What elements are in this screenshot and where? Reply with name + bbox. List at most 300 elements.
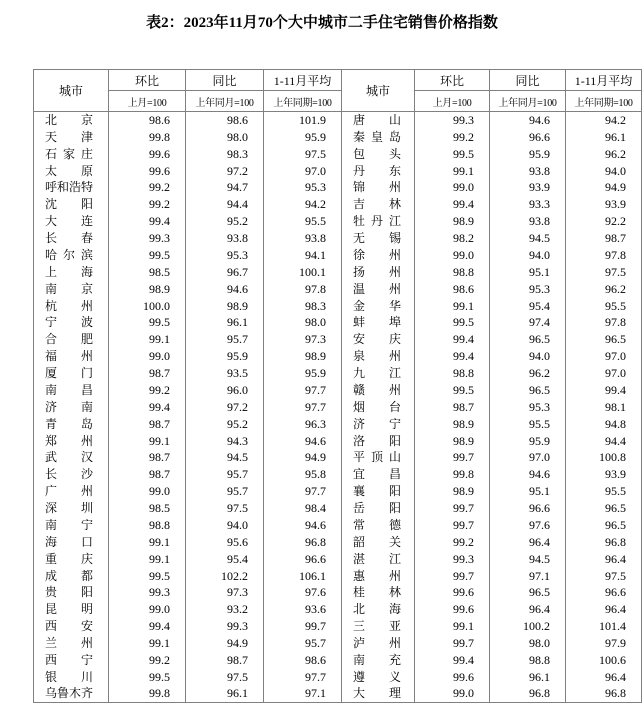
header-row-base	[34, 91, 642, 112]
left-city-cell	[34, 567, 109, 584]
right-yoy-value: 96.4	[490, 533, 566, 550]
left-city-cell	[34, 398, 109, 415]
right-avg-value: 100.8	[566, 449, 642, 466]
left-yoy-value: 94.7	[186, 179, 264, 196]
left-city-cell	[34, 483, 109, 500]
city-name: 海口	[45, 534, 93, 549]
left-avg-value: 97.6	[264, 584, 342, 601]
city-name: 成都	[45, 568, 93, 583]
table-row	[34, 550, 642, 567]
city-name: 杭州	[45, 298, 93, 313]
left-avg-value: 97.8	[264, 280, 342, 297]
right-mom-value: 99.0	[415, 247, 490, 264]
left-avg-value: 97.1	[264, 685, 342, 702]
right-avg-value: 98.7	[566, 230, 642, 247]
left-mom-value: 99.6	[109, 145, 186, 162]
left-avg-value: 98.6	[264, 652, 342, 669]
city-name: 九江	[353, 366, 401, 381]
right-mom-value: 99.6	[415, 668, 490, 685]
table-body	[34, 112, 642, 703]
left-city-cell	[34, 128, 109, 145]
left-avg-value: 95.8	[264, 466, 342, 483]
right-city-cell	[342, 635, 415, 652]
city-name: 南充	[353, 652, 401, 667]
right-mom-value: 99.0	[415, 179, 490, 196]
right-yoy-value: 98.0	[490, 635, 566, 652]
right-mom-value: 99.2	[415, 128, 490, 145]
right-yoy-value: 93.8	[490, 162, 566, 179]
city-name: 泸州	[353, 636, 401, 651]
left-avg-value: 97.3	[264, 331, 342, 348]
right-mom-value: 98.2	[415, 230, 490, 247]
right-mom-value: 98.6	[415, 280, 490, 297]
right-mom-value: 99.8	[415, 466, 490, 483]
right-yoy-value: 96.1	[490, 668, 566, 685]
left-mom-value: 99.2	[109, 652, 186, 669]
left-mom-value: 99.4	[109, 398, 186, 415]
city-name: 石家庄	[45, 146, 93, 161]
left-mom-value: 98.6	[109, 112, 186, 129]
right-city-cell	[342, 415, 415, 432]
left-avg-value: 106.1	[264, 567, 342, 584]
right-mom-value: 99.5	[415, 145, 490, 162]
city-name: 平顶山	[353, 450, 401, 465]
right-yoy-value: 94.0	[490, 247, 566, 264]
left-mom-value: 98.7	[109, 415, 186, 432]
city-name: 宜昌	[353, 467, 401, 482]
right-city-cell	[342, 550, 415, 567]
table-row	[34, 348, 642, 365]
city-name: 烟台	[353, 399, 401, 414]
left-mom-value: 99.6	[109, 162, 186, 179]
header-mom-right: 环比	[415, 70, 490, 91]
table-row	[34, 314, 642, 331]
left-city-cell	[34, 685, 109, 702]
left-city-cell	[34, 517, 109, 534]
left-yoy-value: 94.5	[186, 449, 264, 466]
right-mom-value: 99.5	[415, 314, 490, 331]
header-mom-left: 环比	[109, 70, 186, 91]
right-city-cell	[342, 533, 415, 550]
left-avg-value: 96.3	[264, 415, 342, 432]
city-name: 桂林	[353, 585, 401, 600]
table-row	[34, 635, 642, 652]
right-mom-value: 99.7	[415, 500, 490, 517]
right-city-cell	[342, 618, 415, 635]
left-yoy-value: 94.3	[186, 432, 264, 449]
header-city-left: 城市	[34, 70, 109, 112]
left-mom-value: 99.3	[109, 230, 186, 247]
right-mom-value: 99.6	[415, 584, 490, 601]
left-mom-value: 99.1	[109, 550, 186, 567]
left-avg-value: 97.0	[264, 162, 342, 179]
city-name: 银川	[45, 669, 93, 684]
city-name: 长沙	[45, 467, 93, 482]
city-name: 温州	[353, 281, 401, 296]
city-name: 上海	[45, 264, 93, 279]
right-avg-value: 96.8	[566, 685, 642, 702]
right-avg-value: 96.5	[566, 500, 642, 517]
left-avg-value: 94.2	[264, 196, 342, 213]
city-name: 呼和浩特	[45, 180, 94, 195]
right-mom-value: 99.7	[415, 449, 490, 466]
city-name: 天津	[45, 129, 93, 144]
city-name: 吉林	[353, 197, 401, 212]
right-yoy-value: 97.4	[490, 314, 566, 331]
left-mom-value: 98.5	[109, 500, 186, 517]
right-avg-value: 97.8	[566, 247, 642, 264]
left-avg-value: 98.9	[264, 348, 342, 365]
right-avg-value: 93.9	[566, 196, 642, 213]
right-yoy-value: 95.9	[490, 145, 566, 162]
right-city-cell	[342, 179, 415, 196]
left-avg-value: 94.6	[264, 517, 342, 534]
left-mom-value: 98.5	[109, 263, 186, 280]
table-row	[34, 584, 642, 601]
right-avg-value: 97.0	[566, 365, 642, 382]
right-city-cell	[342, 685, 415, 702]
city-name: 扬州	[353, 264, 401, 279]
table-row	[34, 618, 642, 635]
table-row	[34, 533, 642, 550]
right-city-cell	[342, 483, 415, 500]
left-avg-value: 98.0	[264, 314, 342, 331]
header-avg-base-right: 上年同期=100	[566, 91, 642, 112]
table-row	[34, 247, 642, 264]
city-name: 厦门	[45, 366, 93, 381]
left-yoy-value: 96.1	[186, 685, 264, 702]
right-mom-value: 99.7	[415, 517, 490, 534]
right-yoy-value: 94.6	[490, 112, 566, 129]
right-mom-value: 99.4	[415, 196, 490, 213]
left-mom-value: 99.2	[109, 382, 186, 399]
left-yoy-value: 98.0	[186, 128, 264, 145]
right-city-cell	[342, 449, 415, 466]
right-yoy-value: 95.4	[490, 297, 566, 314]
left-yoy-value: 98.7	[186, 652, 264, 669]
left-mom-value: 99.5	[109, 668, 186, 685]
right-yoy-value: 95.5	[490, 415, 566, 432]
left-city-cell	[34, 652, 109, 669]
left-yoy-value: 94.4	[186, 196, 264, 213]
city-name: 洛阳	[353, 433, 401, 448]
right-avg-value: 96.4	[566, 601, 642, 618]
left-yoy-value: 97.5	[186, 500, 264, 517]
right-mom-value: 99.7	[415, 635, 490, 652]
right-yoy-value: 94.5	[490, 230, 566, 247]
left-avg-value: 98.3	[264, 297, 342, 314]
right-mom-value: 99.6	[415, 601, 490, 618]
left-city-cell	[34, 584, 109, 601]
city-name: 北京	[45, 113, 93, 128]
right-city-cell	[342, 331, 415, 348]
left-yoy-value: 97.3	[186, 584, 264, 601]
city-name: 常德	[353, 517, 401, 532]
right-yoy-value: 96.6	[490, 500, 566, 517]
left-city-cell	[34, 635, 109, 652]
table-row	[34, 179, 642, 196]
left-yoy-value: 96.1	[186, 314, 264, 331]
left-city-cell	[34, 230, 109, 247]
header-mom-base-right: 上月=100	[415, 91, 490, 112]
city-name: 深圳	[45, 501, 93, 516]
right-avg-value: 92.2	[566, 213, 642, 230]
right-city-cell	[342, 500, 415, 517]
left-city-cell	[34, 618, 109, 635]
table-row	[34, 466, 642, 483]
left-yoy-value: 95.3	[186, 247, 264, 264]
left-mom-value: 99.0	[109, 348, 186, 365]
left-city-cell	[34, 297, 109, 314]
right-mom-value: 99.1	[415, 618, 490, 635]
city-name: 秦皇岛	[353, 129, 401, 144]
right-city-cell	[342, 365, 415, 382]
city-name: 襄阳	[353, 484, 401, 499]
table-row	[34, 145, 642, 162]
table-row	[34, 263, 642, 280]
left-city-cell	[34, 466, 109, 483]
right-yoy-value: 94.6	[490, 466, 566, 483]
right-avg-value: 96.6	[566, 584, 642, 601]
right-avg-value: 94.2	[566, 112, 642, 129]
right-avg-value: 96.4	[566, 668, 642, 685]
right-avg-value: 94.8	[566, 415, 642, 432]
city-name: 惠州	[353, 568, 401, 583]
left-city-cell	[34, 432, 109, 449]
city-name: 广州	[45, 484, 93, 499]
table-row	[34, 432, 642, 449]
right-avg-value: 95.5	[566, 483, 642, 500]
left-avg-value: 94.9	[264, 449, 342, 466]
right-city-cell	[342, 584, 415, 601]
city-name: 宁波	[45, 315, 93, 330]
city-name: 太原	[45, 163, 93, 178]
left-avg-value: 98.4	[264, 500, 342, 517]
left-city-cell	[34, 382, 109, 399]
left-yoy-value: 98.6	[186, 112, 264, 129]
right-city-cell	[342, 128, 415, 145]
header-yoy-base-right: 上年同月=100	[490, 91, 566, 112]
left-yoy-value: 95.7	[186, 331, 264, 348]
left-yoy-value: 98.3	[186, 145, 264, 162]
left-city-cell	[34, 365, 109, 382]
right-mom-value: 98.8	[415, 263, 490, 280]
left-yoy-value: 95.7	[186, 466, 264, 483]
city-name: 遵义	[353, 669, 401, 684]
right-city-cell	[342, 348, 415, 365]
table-row	[34, 398, 642, 415]
city-name: 赣州	[353, 382, 401, 397]
left-mom-value: 99.8	[109, 685, 186, 702]
right-avg-value: 94.9	[566, 179, 642, 196]
header-yoy-left: 同比	[186, 70, 264, 91]
left-mom-value: 99.2	[109, 179, 186, 196]
left-mom-value: 99.5	[109, 314, 186, 331]
header-yoy-right: 同比	[490, 70, 566, 91]
right-city-cell	[342, 112, 415, 129]
right-mom-value: 99.3	[415, 112, 490, 129]
right-city-cell	[342, 145, 415, 162]
right-avg-value: 101.4	[566, 618, 642, 635]
city-name: 乌鲁木齐	[45, 686, 94, 701]
left-avg-value: 95.9	[264, 365, 342, 382]
city-name: 重庆	[45, 551, 93, 566]
left-yoy-value: 93.5	[186, 365, 264, 382]
city-name: 安庆	[353, 332, 401, 347]
right-city-cell	[342, 567, 415, 584]
left-yoy-value: 99.3	[186, 618, 264, 635]
right-avg-value: 96.8	[566, 533, 642, 550]
city-name: 蚌埠	[353, 315, 401, 330]
table-row	[34, 500, 642, 517]
left-mom-value: 98.7	[109, 365, 186, 382]
right-yoy-value: 96.5	[490, 584, 566, 601]
city-name: 青岛	[45, 416, 93, 431]
left-mom-value: 98.8	[109, 517, 186, 534]
city-name: 徐州	[353, 247, 401, 262]
left-avg-value: 96.8	[264, 533, 342, 550]
left-city-cell	[34, 162, 109, 179]
city-name: 沈阳	[45, 197, 93, 212]
right-mom-value: 99.4	[415, 652, 490, 669]
left-city-cell	[34, 550, 109, 567]
city-name: 哈尔滨	[45, 247, 93, 262]
left-city-cell	[34, 112, 109, 129]
left-city-cell	[34, 533, 109, 550]
left-mom-value: 99.5	[109, 247, 186, 264]
left-avg-value: 93.8	[264, 230, 342, 247]
table-row	[34, 297, 642, 314]
left-avg-value: 96.6	[264, 550, 342, 567]
table-row	[34, 517, 642, 534]
left-city-cell	[34, 314, 109, 331]
city-name: 贵阳	[45, 585, 93, 600]
left-city-cell	[34, 263, 109, 280]
right-city-cell	[342, 432, 415, 449]
right-avg-value: 100.6	[566, 652, 642, 669]
left-city-cell	[34, 179, 109, 196]
right-city-cell	[342, 517, 415, 534]
left-mom-value: 100.0	[109, 297, 186, 314]
table-header	[34, 70, 642, 112]
left-avg-value: 94.1	[264, 247, 342, 264]
left-mom-value: 99.2	[109, 196, 186, 213]
city-name: 昆明	[45, 602, 93, 617]
left-yoy-value: 98.9	[186, 297, 264, 314]
left-avg-value: 93.6	[264, 601, 342, 618]
city-name: 湛江	[353, 551, 401, 566]
right-city-cell	[342, 466, 415, 483]
city-name: 郑州	[45, 433, 93, 448]
left-mom-value: 98.7	[109, 449, 186, 466]
left-mom-value: 99.4	[109, 618, 186, 635]
left-avg-value: 97.7	[264, 668, 342, 685]
left-yoy-value: 97.2	[186, 398, 264, 415]
city-name: 包头	[353, 146, 401, 161]
city-name: 大理	[353, 686, 401, 701]
right-city-cell	[342, 297, 415, 314]
right-city-cell	[342, 162, 415, 179]
left-city-cell	[34, 348, 109, 365]
left-mom-value: 99.0	[109, 483, 186, 500]
left-mom-value: 98.7	[109, 466, 186, 483]
right-mom-value: 98.7	[415, 398, 490, 415]
left-avg-value: 95.7	[264, 635, 342, 652]
city-name: 三亚	[353, 619, 401, 634]
right-yoy-value: 95.1	[490, 263, 566, 280]
left-mom-value: 99.3	[109, 584, 186, 601]
table-row	[34, 668, 642, 685]
right-city-cell	[342, 280, 415, 297]
city-name: 兰州	[45, 636, 93, 651]
table-row	[34, 196, 642, 213]
right-yoy-value: 97.0	[490, 449, 566, 466]
left-city-cell	[34, 213, 109, 230]
table-row	[34, 365, 642, 382]
right-yoy-value: 93.8	[490, 213, 566, 230]
left-avg-value: 95.9	[264, 128, 342, 145]
left-yoy-value: 95.2	[186, 213, 264, 230]
left-city-cell	[34, 145, 109, 162]
city-name: 南京	[45, 281, 93, 296]
left-avg-value: 97.7	[264, 382, 342, 399]
left-city-cell	[34, 500, 109, 517]
right-yoy-value: 97.1	[490, 567, 566, 584]
right-mom-value: 98.9	[415, 483, 490, 500]
right-mom-value: 98.8	[415, 365, 490, 382]
right-avg-value: 93.9	[566, 466, 642, 483]
right-yoy-value: 97.6	[490, 517, 566, 534]
left-avg-value: 97.5	[264, 145, 342, 162]
right-avg-value: 97.5	[566, 567, 642, 584]
right-avg-value: 94.4	[566, 432, 642, 449]
city-name: 泉州	[353, 349, 401, 364]
right-yoy-value: 94.0	[490, 348, 566, 365]
city-name: 牡丹江	[353, 214, 401, 229]
table-row	[34, 382, 642, 399]
right-yoy-value: 96.5	[490, 331, 566, 348]
left-avg-value: 95.3	[264, 179, 342, 196]
city-name: 唐山	[353, 113, 401, 128]
table-row	[34, 213, 642, 230]
table-row	[34, 483, 642, 500]
table-row	[34, 415, 642, 432]
right-city-cell	[342, 382, 415, 399]
left-mom-value: 99.1	[109, 331, 186, 348]
right-yoy-value: 100.2	[490, 618, 566, 635]
right-yoy-value: 96.8	[490, 685, 566, 702]
left-yoy-value: 95.7	[186, 483, 264, 500]
right-avg-value: 96.2	[566, 145, 642, 162]
right-city-cell	[342, 398, 415, 415]
header-mom-base-left: 上月=100	[109, 91, 186, 112]
table-row	[34, 601, 642, 618]
left-yoy-value: 94.6	[186, 280, 264, 297]
left-mom-value: 99.8	[109, 128, 186, 145]
left-avg-value: 99.7	[264, 618, 342, 635]
left-mom-value: 99.0	[109, 601, 186, 618]
header-yoy-base-left: 上年同月=100	[186, 91, 264, 112]
right-avg-value: 97.0	[566, 348, 642, 365]
left-yoy-value: 95.2	[186, 415, 264, 432]
right-city-cell	[342, 213, 415, 230]
right-mom-value: 98.9	[415, 213, 490, 230]
left-city-cell	[34, 247, 109, 264]
left-yoy-value: 96.7	[186, 263, 264, 280]
city-name: 福州	[45, 349, 93, 364]
right-mom-value: 98.9	[415, 415, 490, 432]
right-mom-value: 99.2	[415, 533, 490, 550]
